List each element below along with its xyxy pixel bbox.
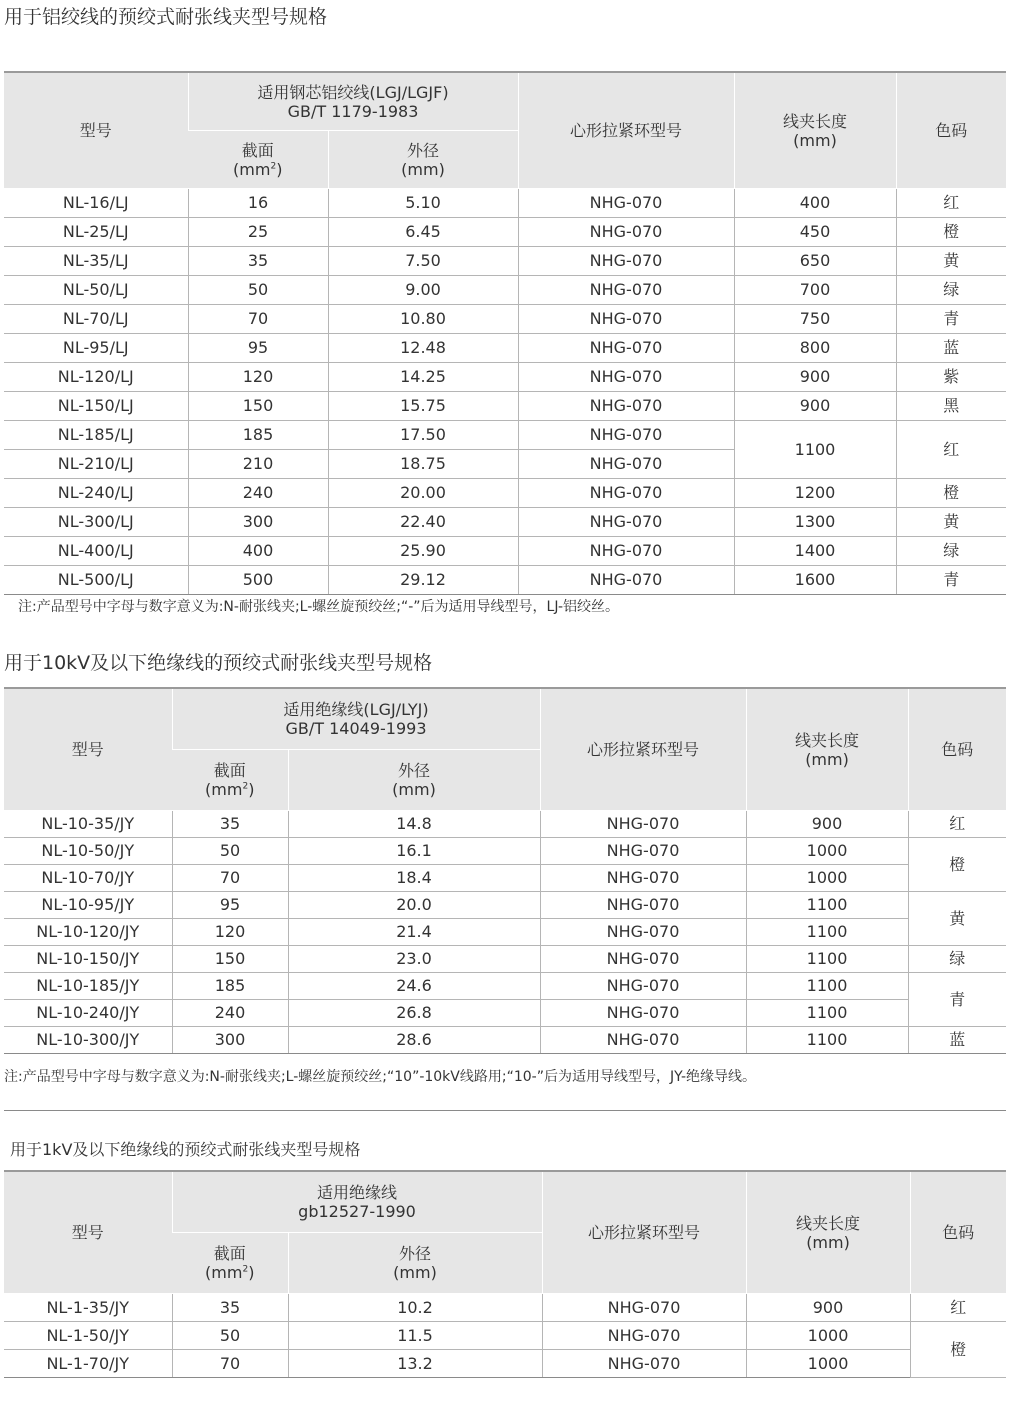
cell-ring: NHG-070 [540,946,746,973]
cell-length: 1000 [746,1350,910,1378]
header-section-label: 截面 [213,761,246,780]
cell-diameter: 15.75 [328,392,518,421]
cell-ring: NHG-070 [518,218,734,247]
header-section [172,750,288,811]
table-row [4,247,1006,276]
cell-diameter: 20.0 [288,892,540,919]
cell-section: 150 [172,946,288,973]
cell-section: 120 [172,919,288,946]
section-3-title: 用于1kV及以下绝缘线的预绞式耐张线夹型号规格 [10,1140,361,1159]
header-length [746,1171,910,1294]
header-diameter-unit: (mm) [401,159,445,179]
cell-color: 黄 [896,247,1006,276]
cell-length: 1000 [746,838,908,865]
cell-model: NL-500/LJ [4,566,188,595]
cell-diameter: 14.25 [328,363,518,392]
header-length [746,688,908,811]
cell-diameter: 18.75 [328,450,518,479]
cell-ring: NHG-070 [540,919,746,946]
table-row [4,1027,1006,1054]
cell-length: 650 [734,247,896,276]
header-diameter-label: 外径 [406,140,439,160]
cell-length: 900 [746,811,908,838]
cell-length: 900 [734,363,896,392]
table-row [4,392,1006,421]
cell-model: NL-10-50/JY [4,838,172,865]
cell-ring: NHG-070 [542,1322,746,1350]
cell-model: NL-240/LJ [4,479,188,508]
cell-section: 400 [188,537,328,566]
cell-diameter: 25.90 [328,537,518,566]
cell-ring: NHG-070 [518,392,734,421]
cell-diameter: 28.6 [288,1027,540,1054]
cell-color: 橙 [896,479,1006,508]
header-conductor-group [172,688,540,750]
cell-color: 橙 [896,218,1006,247]
cell-diameter: 26.8 [288,1000,540,1027]
table-row [4,892,1006,919]
cell-ring: NHG-070 [518,479,734,508]
spec-table-10kv [4,687,1006,1054]
cell-color: 红 [910,1294,1006,1322]
table-row [4,508,1006,537]
header-section-label: 截面 [213,1244,246,1263]
table-row [4,305,1006,334]
cell-length: 1400 [734,537,896,566]
cell-diameter: 10.80 [328,305,518,334]
cell-color: 红 [896,421,1006,479]
cell-section: 300 [188,508,328,537]
cell-color: 蓝 [896,334,1006,363]
section-1-note: 注:产品型号中字母与数字意义为:N-耐张线夹;L-螺丝旋预绞丝;“-”后为适用导线型号，LJ-铝绞丝。 [18,599,620,615]
cell-length: 1000 [746,865,908,892]
table-row [4,946,1006,973]
cell-ring: NHG-070 [542,1294,746,1322]
cell-section: 120 [188,363,328,392]
cell-section: 95 [188,334,328,363]
cell-section: 95 [172,892,288,919]
cell-ring: NHG-070 [518,566,734,595]
table-row [4,334,1006,363]
table-row [4,363,1006,392]
cell-diameter: 11.5 [288,1322,542,1350]
cell-diameter: 29.12 [328,566,518,595]
header-conductor-group [188,72,518,131]
cell-model: NL-50/LJ [4,276,188,305]
header-conductor-name: 适用绝缘线 [317,1183,398,1202]
header-diameter-label: 外径 [399,1244,432,1263]
cell-diameter: 6.45 [328,218,518,247]
cell-color: 绿 [908,946,1006,973]
cell-diameter: 21.4 [288,919,540,946]
cell-model: NL-150/LJ [4,392,188,421]
cell-diameter: 17.50 [328,421,518,450]
cell-length: 1100 [746,1000,908,1027]
header-length-label: 线夹长度 [796,1213,861,1233]
header-ring: 心形拉紧环型号 [542,1171,746,1294]
cell-diameter: 22.40 [328,508,518,537]
cell-diameter: 18.4 [288,865,540,892]
cell-diameter: 7.50 [328,247,518,276]
cell-length: 750 [734,305,896,334]
header-model: 型号 [4,72,188,189]
cell-length: 1100 [746,973,908,1000]
table-row [4,537,1006,566]
table-row [4,1322,1006,1350]
cell-color: 绿 [896,537,1006,566]
cell-color: 橙 [910,1322,1006,1378]
cell-color: 黑 [896,392,1006,421]
cell-ring: NHG-070 [518,508,734,537]
cell-section: 500 [188,566,328,595]
cell-length: 900 [746,1294,910,1322]
cell-section: 210 [188,450,328,479]
cell-ring: NHG-070 [540,838,746,865]
cell-model: NL-16/LJ [4,189,188,218]
header-diameter-unit: (mm) [393,1263,437,1282]
table-row [4,811,1006,838]
cell-section: 35 [188,247,328,276]
cell-color: 黄 [908,892,1006,946]
header-length-label: 线夹长度 [795,730,860,750]
cell-ring: NHG-070 [518,189,734,218]
spec-table-1kv [4,1170,1006,1378]
cell-section: 185 [188,421,328,450]
table-row [4,838,1006,865]
cell-ring: NHG-070 [518,537,734,566]
cell-section: 300 [172,1027,288,1054]
cell-color: 蓝 [908,1027,1006,1054]
cell-model: NL-35/LJ [4,247,188,276]
section-1-title: 用于铝绞线的预绞式耐张线夹型号规格 [4,6,328,28]
header-conductor-name: 适用绝缘线(LGJ/LYJ) [283,700,429,719]
cell-section: 25 [188,218,328,247]
cell-model: NL-10-120/JY [4,919,172,946]
header-conductor-standard: GB/T 14049-1993 [285,719,427,738]
cell-length: 900 [734,392,896,421]
cell-model: NL-95/LJ [4,334,188,363]
cell-diameter: 10.2 [288,1294,542,1322]
cell-section: 70 [172,865,288,892]
cell-model: NL-1-50/JY [4,1322,172,1350]
cell-ring: NHG-070 [540,1000,746,1027]
section-2-note: 注:产品型号中字母与数字意义为:N-耐张线夹;L-螺丝旋预绞丝;“10”-10kV线路用;“10-”后为适用导线型号，JY-绝缘导线。 [4,1069,757,1085]
cell-model: NL-10-300/JY [4,1027,172,1054]
cell-section: 150 [188,392,328,421]
table-row [4,218,1006,247]
cell-ring: NHG-070 [518,305,734,334]
cell-section: 240 [188,479,328,508]
table-row [4,919,1006,946]
cell-length: 1100 [746,892,908,919]
cell-model: NL-25/LJ [4,218,188,247]
cell-length: 1000 [746,1322,910,1350]
header-color: 色码 [896,72,1006,189]
cell-section: 70 [188,305,328,334]
cell-diameter: 16.1 [288,838,540,865]
section-2-title: 用于10kV及以下绝缘线的预绞式耐张线夹型号规格 [4,652,433,674]
header-section [188,131,328,189]
header-diameter [328,131,518,189]
header-diameter-unit: (mm) [392,780,436,799]
cell-ring: NHG-070 [518,276,734,305]
cell-ring: NHG-070 [518,334,734,363]
header-section-unit: $(mm^2)$ [233,159,283,179]
cell-color: 绿 [896,276,1006,305]
cell-section: 70 [172,1350,288,1378]
header-color: 色码 [908,688,1006,811]
cell-length: 450 [734,218,896,247]
table-row [4,189,1006,218]
cell-model: NL-10-35/JY [4,811,172,838]
header-length-label: 线夹长度 [782,111,847,131]
cell-length: 1100 [746,919,908,946]
cell-length: 1100 [734,421,896,479]
cell-diameter: 23.0 [288,946,540,973]
cell-model: NL-185/LJ [4,421,188,450]
cell-section: 35 [172,811,288,838]
header-length-unit: (mm) [805,749,849,769]
cell-ring: NHG-070 [518,450,734,479]
cell-ring: NHG-070 [540,811,746,838]
header-conductor-group [172,1171,542,1233]
header-section [172,1233,288,1294]
cell-length: 1100 [746,946,908,973]
cell-ring: NHG-070 [540,1027,746,1054]
cell-model: NL-10-70/JY [4,865,172,892]
cell-ring: NHG-070 [542,1350,746,1378]
header-conductor-name: 适用钢芯铝绞线(LGJ/LGJF) [257,82,449,102]
header-color: 色码 [910,1171,1006,1294]
cell-model: NL-210/LJ [4,450,188,479]
table-row [4,1294,1006,1322]
header-section-unit: $(mm^2)$ [205,780,255,799]
cell-model: NL-10-95/JY [4,892,172,919]
header-ring: 心形拉紧环型号 [518,72,734,189]
cell-ring: NHG-070 [518,363,734,392]
cell-length: 1100 [746,1027,908,1054]
cell-color: 紫 [896,363,1006,392]
cell-model: NL-1-35/JY [4,1294,172,1322]
cell-diameter: 9.00 [328,276,518,305]
cell-color: 青 [896,566,1006,595]
cell-model: NL-400/LJ [4,537,188,566]
cell-section: 50 [188,276,328,305]
cell-section: 35 [172,1294,288,1322]
table-row [4,865,1006,892]
table-row [4,421,1006,450]
header-length-unit: (mm) [806,1232,850,1252]
table-row [4,479,1006,508]
cell-section: 16 [188,189,328,218]
cell-color: 橙 [908,838,1006,892]
cell-ring: NHG-070 [518,421,734,450]
header-ring: 心形拉紧环型号 [540,688,746,811]
cell-model: NL-120/LJ [4,363,188,392]
header-diameter [288,750,540,811]
header-diameter-label: 外径 [398,761,431,780]
cell-diameter: 13.2 [288,1350,542,1378]
cell-color: 青 [908,973,1006,1027]
cell-section: 240 [172,1000,288,1027]
cell-diameter: 14.8 [288,811,540,838]
header-conductor-standard: GB/T 1179-1983 [287,101,419,121]
cell-section: 50 [172,838,288,865]
header-length [734,72,896,189]
cell-length: 1200 [734,479,896,508]
table-row [4,973,1006,1000]
cell-model: NL-10-240/JY [4,1000,172,1027]
section-divider [4,1110,1006,1111]
cell-diameter: 12.48 [328,334,518,363]
cell-length: 400 [734,189,896,218]
cell-color: 红 [896,189,1006,218]
cell-length: 1300 [734,508,896,537]
cell-color: 青 [896,305,1006,334]
header-section-unit: $(mm^2)$ [205,1263,255,1282]
header-diameter [288,1233,542,1294]
table-row [4,566,1006,595]
cell-ring: NHG-070 [540,973,746,1000]
header-length-unit: (mm) [793,130,837,150]
cell-ring: NHG-070 [518,247,734,276]
table-row [4,276,1006,305]
header-conductor-standard: gb12527-1990 [298,1202,416,1221]
cell-length: 800 [734,334,896,363]
cell-diameter: 5.10 [328,189,518,218]
cell-section: 50 [172,1322,288,1350]
table-row [4,1000,1006,1027]
cell-model: NL-10-185/JY [4,973,172,1000]
cell-length: 1600 [734,566,896,595]
cell-section: 185 [172,973,288,1000]
cell-diameter: 24.6 [288,973,540,1000]
cell-color: 红 [908,811,1006,838]
header-model: 型号 [4,688,172,811]
header-model: 型号 [4,1171,172,1294]
cell-model: NL-70/LJ [4,305,188,334]
cell-ring: NHG-070 [540,865,746,892]
cell-length: 700 [734,276,896,305]
cell-model: NL-1-70/JY [4,1350,172,1378]
spec-table-aluminum [4,71,1006,595]
cell-ring: NHG-070 [540,892,746,919]
header-section-label: 截面 [241,140,274,160]
cell-model: NL-10-150/JY [4,946,172,973]
cell-diameter: 20.00 [328,479,518,508]
table-row [4,1350,1006,1378]
cell-model: NL-300/LJ [4,508,188,537]
cell-color: 黄 [896,508,1006,537]
